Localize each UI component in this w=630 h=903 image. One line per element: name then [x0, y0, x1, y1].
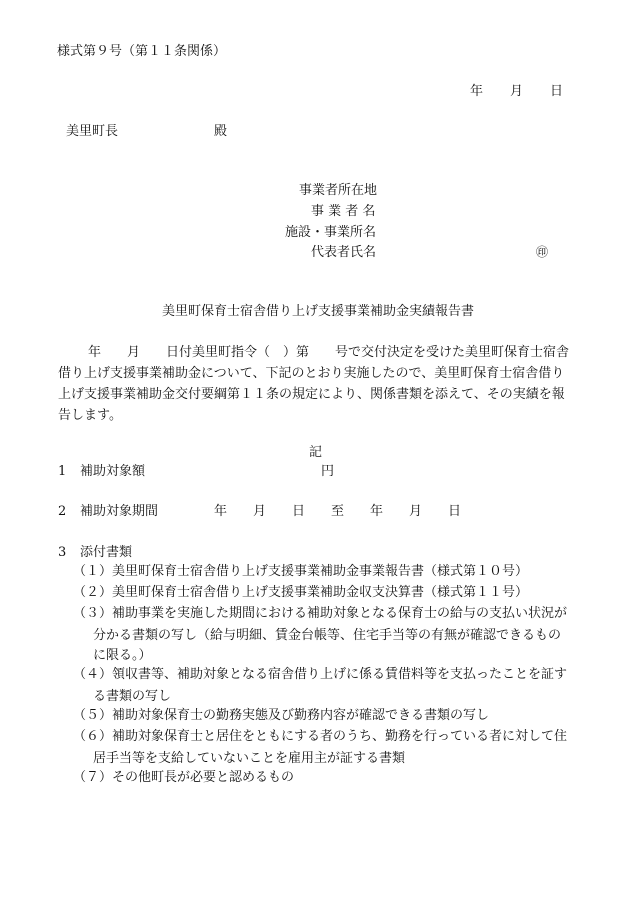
item-number: （４） — [73, 667, 113, 682]
item-number: （１） — [73, 564, 113, 579]
applicant-facility-label: 施設・事業所名 — [285, 225, 377, 240]
section-label: 補助対象期間 — [80, 504, 159, 519]
applicant-address-label: 事業者所在地 — [299, 183, 378, 198]
addressee-name: 美里町長 — [66, 124, 119, 139]
seal-mark: ㊞ — [536, 245, 549, 259]
section-number: 2 — [58, 504, 67, 519]
body-line: 上げ支援事業補助金交付要綱第１１条の規定により、関係書類を添えて、その実績を報 — [58, 387, 565, 402]
section-label: 補助対象額 — [80, 464, 146, 479]
date-year: 年 — [470, 84, 484, 99]
amount-unit: 円 — [321, 464, 335, 479]
item-text: 補助事業を実施した期間における補助対象となる保育士の給与の支払い状況が — [112, 606, 568, 621]
attachment-item — [73, 726, 567, 747]
item-text-continued: に限る。） — [93, 648, 152, 663]
item-number: （２） — [73, 585, 113, 600]
date-month: 月 — [510, 84, 524, 99]
applicant-representative-label: 代表者氏名 — [311, 245, 377, 260]
attachment-item — [73, 705, 489, 726]
item-text: 美里町保育士宿舎借り上げ支援事業補助金収支決算書（様式第１１号） — [112, 585, 529, 600]
body-line: 年 月 日付美里町指令（ ）第 号で交付決定を受けた美里町保育士宿舎 — [88, 345, 570, 360]
item-number: （３） — [73, 606, 113, 621]
document-title: 美里町保育士宿舎借り上げ支援事業補助金実績報告書 — [162, 304, 475, 319]
item-text: その他町長が必要と認めるもの — [112, 770, 295, 785]
attachment-item — [73, 603, 567, 624]
ki-heading: 記 — [309, 445, 323, 460]
body-line: 告します。 — [58, 408, 122, 423]
item-text: 補助対象保育士の勤務実態及び勤務内容が確認できる書類の写し — [112, 708, 490, 723]
date-day: 日 — [550, 84, 564, 99]
item-text: 美里町保育士宿舎借り上げ支援事業補助金事業報告書（様式第１０号） — [112, 564, 529, 579]
item-text: 領収書等、補助対象となる宿舎借り上げに係る賃借料等を支払ったことを証す — [112, 667, 568, 682]
form-number: 様式第９号（第１１条関係） — [57, 44, 227, 59]
applicant-name-label: 事 業 者 名 — [311, 204, 376, 219]
item-number: （５） — [73, 708, 113, 723]
period-text: 年 月 日 至 年 月 日 — [214, 504, 462, 519]
attachment-item — [73, 582, 528, 603]
section-number: 3 — [58, 545, 67, 560]
item-text: 補助対象保育士と居住をともにする者のうち、勤務を行っている者に対して住 — [112, 729, 568, 744]
attachment-item — [73, 561, 528, 582]
section-number: 1 — [58, 464, 67, 479]
item-text-continued: る書類の写し — [93, 689, 172, 704]
body-line: 借り上げ支援事業補助金について、下記のとおり実施したので、美里町保育士宿舎借り — [58, 366, 565, 381]
section-label: 添付書類 — [80, 545, 133, 560]
item-number: （６） — [73, 729, 113, 744]
item-text-continued: 分かる書類の写し（給与明細、賃金台帳等、住宅手当等の有無が確認できるもの — [93, 628, 562, 643]
item-number: （７） — [73, 770, 113, 785]
item-text-continued: 居手当等を支給していないことを雇用主が証する書類 — [93, 751, 406, 766]
addressee-honorific: 殿 — [214, 124, 228, 139]
attachment-item — [73, 664, 567, 685]
attachment-item — [73, 767, 294, 788]
